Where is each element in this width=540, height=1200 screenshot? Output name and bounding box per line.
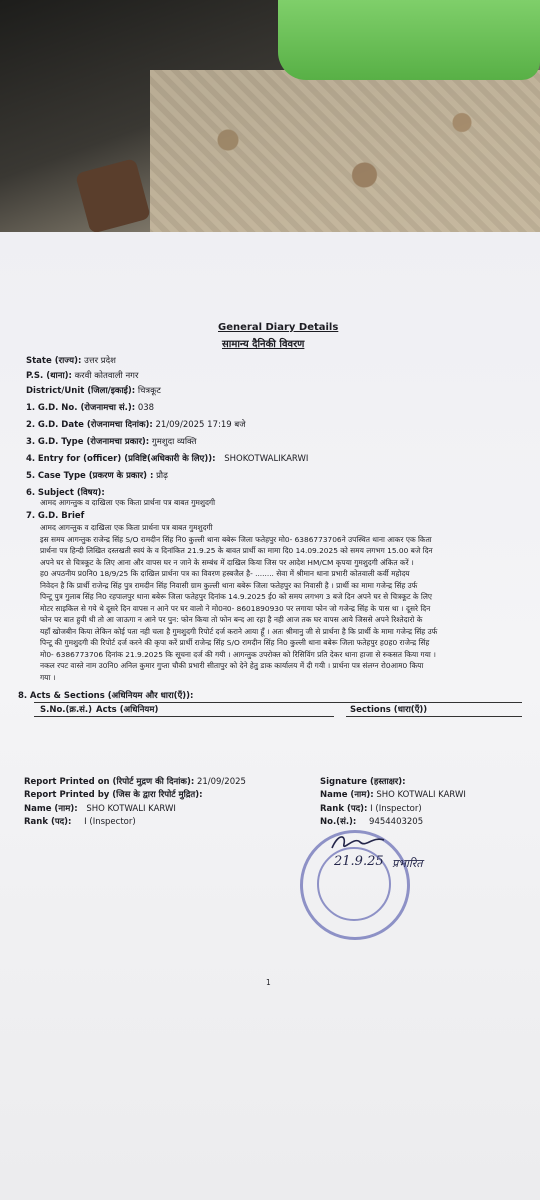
brief-line: इस समय आगन्तुक राजेन्द्र सिंह S/O रामदीन सिंह नि0 कुल्ली थाना बबेरू जिला फतेहपुर मो0- 6386773706ने उपस्थित थाना आकर एक किता bbox=[40, 534, 432, 544]
report-name: Name (नाम): SHO KOTWALI KARWI bbox=[24, 804, 176, 814]
ps-row: P.S. (थाना): करवी कोतवाली नगर bbox=[26, 371, 139, 381]
report-printed-by: Report Printed by (जिस के द्वारा रिपोर्ट मुद्रित): bbox=[24, 790, 203, 800]
page-number: 1 bbox=[266, 978, 271, 987]
brief-line: पिन्टू पुत्र गुलाब सिंह नि0 रहपालपुर थाना बबेरू जिला फतेहपुर दिनांक 14.9.2025 ई0 को समय लगभग 3 बजे दिन अपने घर से चित्रकूट के लिए bbox=[40, 592, 432, 601]
subject-row: 6. Subject (विषय): bbox=[26, 488, 105, 498]
signature-number: No.(सं.): 9454403205 bbox=[320, 817, 424, 827]
brief-line: गया । bbox=[40, 672, 56, 682]
report-rank: Rank (पद): I (Inspector) bbox=[24, 817, 136, 827]
brief-line: नकल रपट वास्ते नाम उ0नि0 अनिल कुमार गुप्ता चौकी प्रभारी सीतापुर को देने हेतु डाक कार्यालय में दी गयी । प्रार्थना पत्र संलग्न रो0आम0 किया bbox=[40, 661, 424, 670]
gd-date-row: 2. G.D. Date (रोजनामचा दिनांक): 21/09/2025 17:19 बजे bbox=[26, 420, 246, 430]
brief-line: यहाँ खोजबीन किया लेकिन कोई पता नही चला है गुमशुदगी रिपोर्ट दर्ज कराने आया हूँ । अतः श्रीमानु जी से प्रार्थना है कि प्रार्थी के मामा गजेन्द्र सिंह उर्फ bbox=[40, 626, 438, 636]
acts-heading: 8. Acts & Sections (अधिनियम और धारा(एँ)): bbox=[18, 691, 194, 701]
signature-name: Name (नाम): SHO KOTWALI KARWI bbox=[320, 790, 466, 800]
acts-col-sections: Sections (धारा(एँ)) bbox=[350, 705, 428, 715]
brief-line: निवेदन है कि प्रार्थी राजेन्द्र सिंह पुत्र रामदीन सिंह निवासी ग्राम कुल्ली थाना बबेरू जिला फतेहपुर का निवासी है । प्रार्थी का मामा गजेन्द्र सिंह उर्फ bbox=[40, 580, 418, 590]
document-page bbox=[0, 232, 540, 1200]
handwritten-signature-scribble bbox=[328, 830, 388, 856]
brief-line: ह0 अपठनीय प्र0नि0 18/9/25 कि दाखिल प्रार्थना पत्र का विवरण हस्बजैल है- ........ सेवा में श्रीमान थाना प्रभारी कोतवाली कर्वी महोदय bbox=[40, 569, 410, 578]
brief-line: मो0- 6386773706 दिनांक 21.9.2025 कि सूचना दर्ज की गयी । आगन्तुक उपरोक्त को रिसिविंग प्रति देकर थाना हाजा से रुकसत किया गया । bbox=[40, 649, 436, 659]
entry-row: 4. Entry for (officer) (प्रविष्टि(अधिकारी के लिए)): SHOKOTWALIKARWI bbox=[26, 454, 309, 464]
signature-label: Signature (हस्ताक्षर): bbox=[320, 777, 406, 787]
acts-col-acts: Acts (अधिनियम) bbox=[96, 705, 159, 715]
gd-brief-text bbox=[40, 522, 530, 683]
handwritten-date: 21.9.25 bbox=[334, 854, 384, 869]
brief-line: अपने घर से चित्रकूट के लिए आना और वापस घर न जाने के सम्बंध में दाखिल किया जिस पर आदेश HM/CM कृपया गुमशुदगी अंकित करें । bbox=[40, 557, 414, 567]
handwritten-note: प्रभारित bbox=[392, 857, 423, 870]
subject-value: आमद आगन्तुक व दाखिला एक किता प्रार्थना पत्र बाबत गुमशुदगी bbox=[40, 498, 216, 507]
brief-line: आमद आगन्तुक व दाखिला एक किता प्रार्थना पत्र बाबत गुमशुदगी bbox=[40, 523, 213, 532]
gd-no-row: 1. G.D. No. (रोजनामचा सं.): 038 bbox=[26, 403, 155, 413]
report-printed-on: Report Printed on (रिपोर्ट मुद्रण की दिनांक): 21/09/2025 bbox=[24, 777, 246, 787]
case-type-row: 5. Case Type (प्रकरण के प्रकार) : प्रौढ़ bbox=[26, 471, 168, 481]
acts-table-bottom-border bbox=[34, 716, 334, 717]
acts-table-top-border bbox=[34, 702, 522, 703]
gd-type-row: 3. G.D. Type (रोजनामचा प्रकार): गुमशुदा व्यक्ति bbox=[26, 437, 197, 447]
brief-line: मोटर साइकिल से गये थे दूसरे दिन वापस न आने पर घर वालो ने मो0न0- 8601890930 पर लगाया फोन जो गजेन्द्र सिंह के पास था । दूसरे दिन bbox=[40, 603, 431, 613]
brief-line: फोन पर बात हुयी थी तो आ जाऊगा न आने पर पुन: फोन किया तो फोन बन्द आ रहा है नही आज तक घर वापस आये जिससे अपने रिश्तेदारो के bbox=[40, 615, 423, 624]
sections-table-bottom-border bbox=[346, 716, 522, 717]
signature-rank: Rank (पद): I (Inspector) bbox=[320, 804, 422, 814]
background-rug bbox=[150, 70, 540, 245]
title-hindi: सामान्य दैनिकी विवरण bbox=[222, 339, 305, 350]
state-row: State (राज्य): उत्तर प्रदेश bbox=[26, 356, 116, 366]
brief-line: प्रार्थना पत्र हिन्दी लिखित दस्तखती स्वयं के व दिनांकित 21.9.25 के बावत प्रार्थी का मामा दि0 14.09.2025 को समय लगभग 15.00 बजे दिन bbox=[40, 546, 433, 555]
brief-heading: 7. G.D. Brief bbox=[26, 511, 85, 521]
brief-line: पिन्टू की गुमशुदगी की रिपोर्ट दर्ज करने की कृपा करें प्रार्थी राजेन्द्र सिंह S/O रामदीन सिंह नि0 कुल्ली थाना बबेरू जिला फतेहपुर ह0ह0 राजेन्द्र सिंह bbox=[40, 638, 430, 647]
green-bag bbox=[278, 0, 540, 80]
acts-col-sno: S.No.(क्र.सं.) bbox=[40, 705, 93, 715]
title-english: General Diary Details bbox=[218, 322, 339, 333]
district-row: District/Unit (जिला/इकाई): चित्रकूट bbox=[26, 386, 161, 396]
